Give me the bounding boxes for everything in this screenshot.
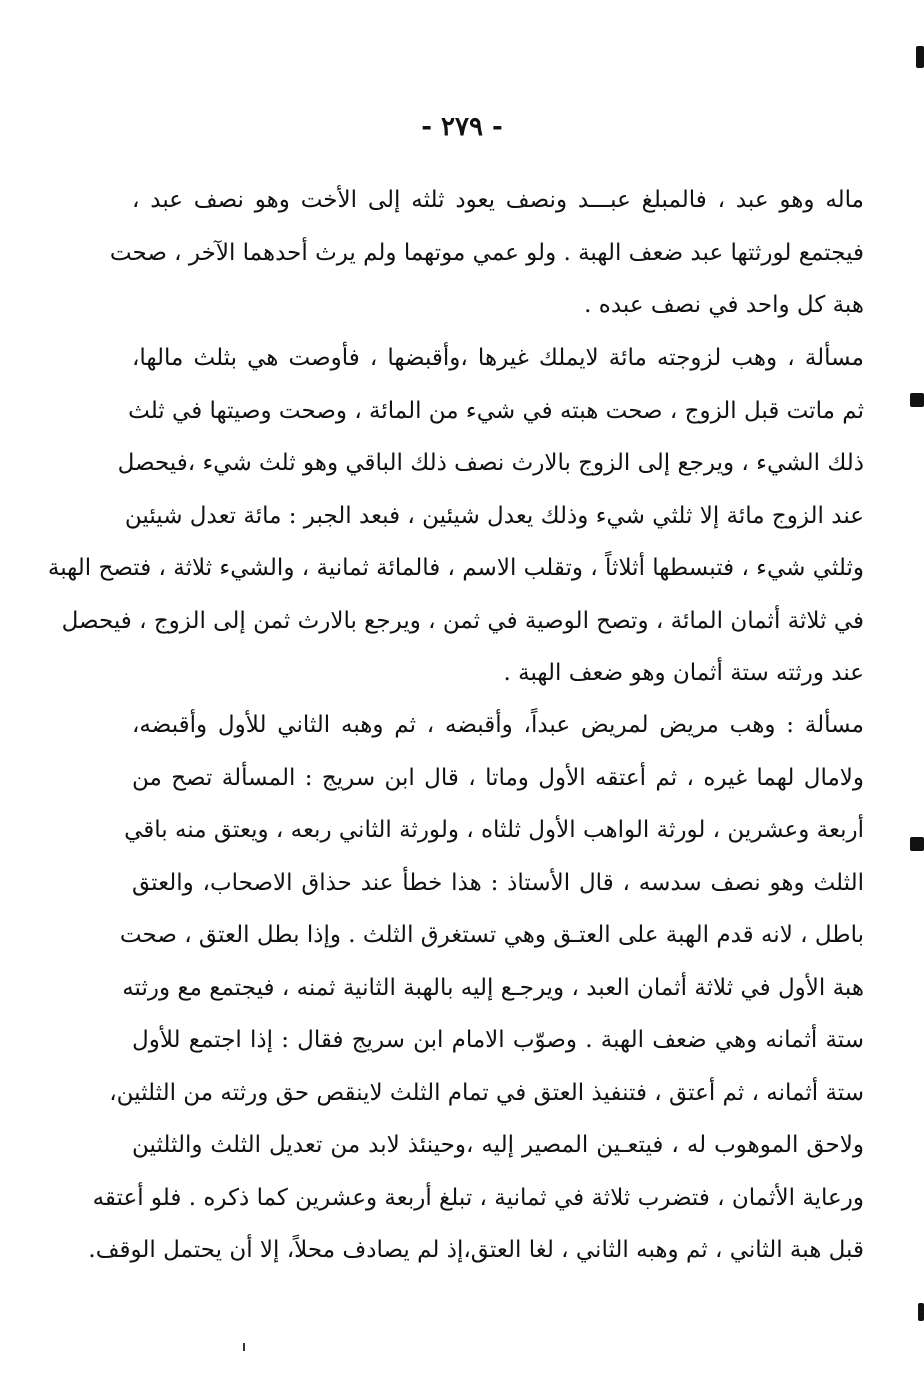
text-line: ولامال لهما غيره ، ثم أعتقه الأول وماتا ، قال ابن سريج : المسألة تصح من	[132, 764, 864, 791]
scan-edge-mark	[910, 837, 924, 851]
scan-edge-mark	[918, 1303, 924, 1321]
scan-speck	[243, 1343, 245, 1351]
paragraph-3	[88, 699, 864, 1277]
text-line: ولاحق الموهوب له ، فيتعـين المصير إليه ،وحينئذ لابد من تعديل الثلث والثلثين	[132, 1132, 864, 1158]
text-line: ثم ماتت قبل الزوج ، صحت هبته في شيء من المائة ، وصحت وصيتها في ثلث	[128, 397, 864, 424]
text-line: ستة أثمانه ، ثم أعتق ، فتنفيذ العتق في تمام الثلث لاينقص حق ورثته من الثلثين،	[109, 1079, 864, 1106]
page-number: - ٢٧٩ -	[421, 112, 503, 142]
text-line: عند الزوج مائة إلا ثلثي شيء وذلك يعدل شيئين ، فبعد الجبر : مائة تعدل شيئين	[124, 502, 864, 529]
text-line: مسألة : وهب مريض لمريض عبداً، وأقبضه ، ثم وهبه الثاني للأول وأقبضه،	[132, 712, 864, 738]
text-line: هبة كل واحد في نصف عبده .	[584, 292, 864, 318]
text-line: الثلث وهو نصف سدسه ، قال الأستاذ : هذا خطأ عند حذاق الاصحاب، والعتق	[132, 869, 864, 896]
text-line: ذلك الشيء ، ويرجع إلى الزوج بالارث نصف ذلك الباقي وهو ثلث شيء ،فيحصل	[117, 450, 864, 476]
text-line: فيجتمع لورثتها عبد ضعف الهبة . ولو عمي موتهما ولم يرث أحدهما الآخر ، صحت	[109, 239, 864, 266]
text-line: أربعة وعشرين ، لورثة الواهب الأول ثلثاه ، ولورثة الثاني ربعه ، ويعتق منه باقي	[124, 817, 864, 843]
text-line: ورعاية الأثمان ، فتضرب ثلاثة في ثمانية ، تبلغ أربعة وعشرين كما ذكره . فلو أعتقه	[92, 1184, 864, 1211]
text-line: باطل ، لانه قدم الهبة على العتـق وهي تستغرق الثلث . وإذا بطل العتق ، صحت	[119, 922, 864, 948]
text-line: وثلثي شيء ، فتبسطها أثلاثاً ، وتقلب الاسم ، فالمائة ثمانية ، والشيء ثلاثة ، فتصح الهبة	[47, 555, 864, 581]
paragraph-2	[47, 332, 864, 700]
text-line: مسألة ، وهب لزوجته مائة لايملك غيرها ،وأقبضها ، فأوصت هي بثلث مالها،	[132, 345, 864, 371]
text-line: هبة الأول في ثلاثة أثمان العبد ، ويرجـع إليه بالهبة الثانية ثمنه ، فيجتمع مع ورثته	[122, 974, 864, 1001]
text-line: قبل هبة الثاني ، ثم وهبه الثاني ، لغا العتق،إذ لم يصادف محلاً، إلا أن يحتمل الوقف.	[88, 1237, 864, 1263]
scan-edge-mark	[910, 393, 924, 407]
text-line: ستة أثمانه وهي ضعف الهبة . وصوّب الامام ابن سريج فقال : إذا اجتمع للأول	[132, 1027, 864, 1053]
text-line: ماله وهو عبد ، فالمبلغ عبـــد ونصف يعود ثلثه إلى الأخت وهو نصف عبد ،	[132, 187, 864, 213]
text-line: عند ورثته ستة أثمان وهو ضعف الهبة .	[503, 660, 864, 686]
scan-edge-mark	[916, 46, 924, 68]
paragraph-1	[109, 174, 864, 332]
text-line: في ثلاثة أثمان المائة ، وتصح الوصية في ثمن ، ويرجع بالارث ثمن إلى الزوج ، فيحصل	[61, 607, 864, 634]
